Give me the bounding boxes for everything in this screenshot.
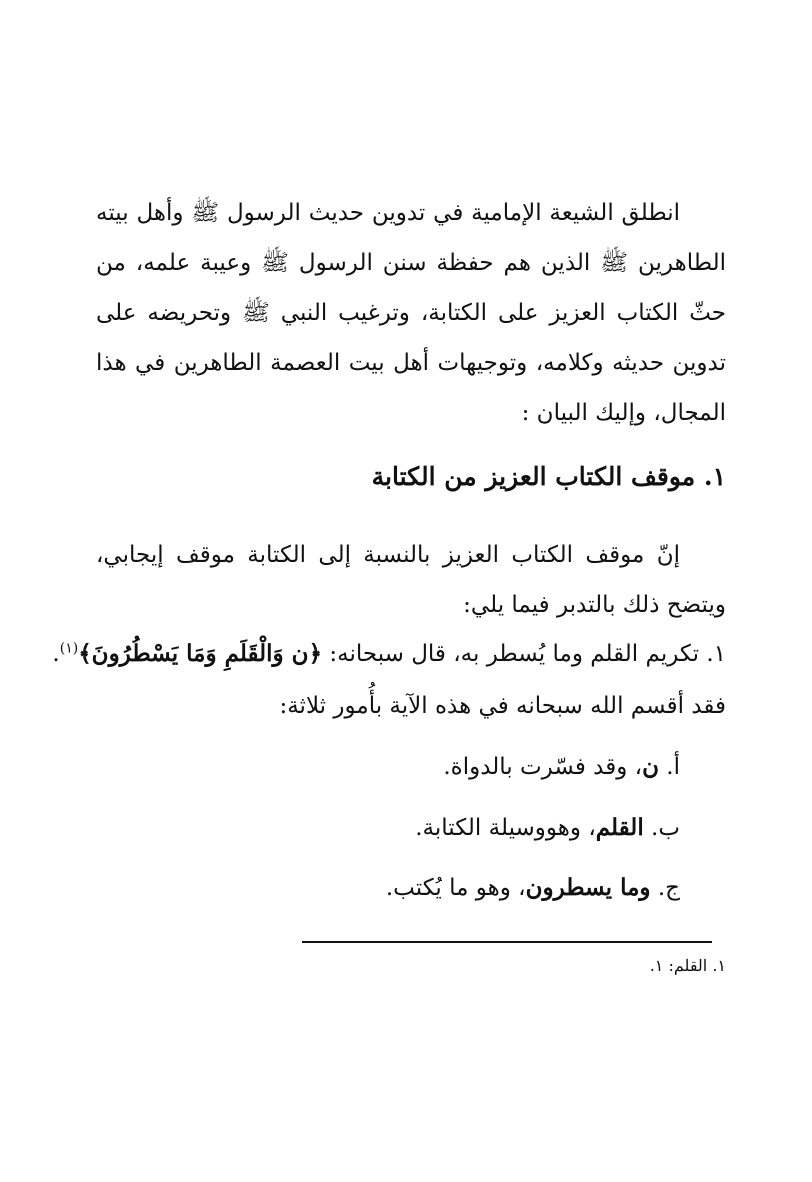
quran-verse: ﴿ن وَالْقَلَمِ وَمَا يَسْطُرُونَ﴾ — [78, 640, 323, 667]
item-c-prefix: ج. — [650, 875, 680, 901]
point-1-line — [52, 640, 726, 667]
item-c — [386, 874, 680, 901]
item-b-prefix: ب. — [643, 815, 680, 841]
section-heading: ١. موقف الكتاب العزيز من الكتابة — [371, 462, 726, 491]
footnote-divider — [302, 941, 712, 943]
footnote-reference[interactable]: (١) — [59, 640, 79, 657]
footnote: ١. القلم: ١. — [649, 956, 726, 975]
item-c-term: وما يسطرون — [525, 874, 651, 901]
intro-paragraph: انطلق الشيعة الإمامية في تدوين حديث الرسول ﷺ وأهل بيته الطاهرين ﷺ الذين هم حفظة سنن الرسول ﷺ وعيبة علمه، من حثّ الكتاب العزيز على الكتابة، وترغيب النبي ﷺ وتحريضه على تدوين حديثه وكلامه، وتوجيهات أهل بيت العصمة الطاهرين في هذا المجال، وإليك البيان : — [96, 200, 726, 426]
point-1-text: ١. تكريم القلم وما يُسطر به، قال سبحانه: — [322, 641, 726, 667]
section-paragraph-block — [96, 530, 726, 630]
section-paragraph: إنّ موقف الكتاب العزيز بالنسبة إلى الكتابة موقف إيجابي، ويتضح ذلك بالتدبر فيما يلي: — [96, 542, 726, 618]
item-a — [443, 753, 680, 780]
item-b — [415, 814, 680, 841]
point-1-end: . — [52, 641, 60, 667]
intro-paragraph-block — [96, 188, 726, 438]
item-c-rest: ، وهو ما يُكتب. — [385, 875, 526, 901]
item-a-term: ن — [642, 753, 659, 780]
item-b-term: القلم — [595, 814, 644, 841]
item-a-prefix: أ. — [658, 754, 680, 780]
item-a-rest: ، وقد فسّرت بالدواة. — [443, 754, 643, 780]
oath-line: فقد أقسم الله سبحانه في هذه الآية بأُمور ثلاثة: — [279, 693, 726, 719]
item-b-rest: ، وهووسيلة الكتابة. — [415, 815, 596, 841]
